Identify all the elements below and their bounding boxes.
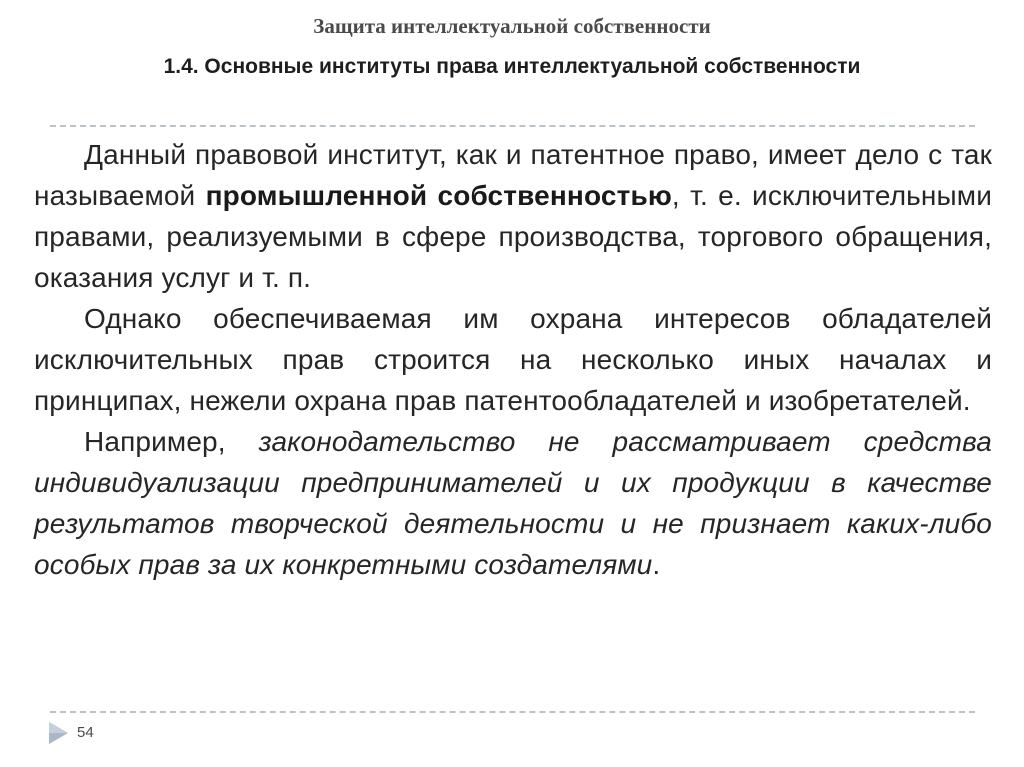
paragraph-3-text: Например, [84,426,259,457]
slide-header-title: Защита интеллектуальной собственности [313,14,711,38]
paragraph-1 [34,134,992,298]
top-divider [50,125,975,127]
paragraph-2: Однако обеспечиваемая им охрана интересов обладателей исключительных прав строится на несколько иных началах и принципах, нежели охрана прав патентообладателей и изобретателей. [34,303,992,416]
slide-body [34,134,992,585]
triangle-right-icon [46,720,70,746]
bottom-divider [50,711,975,713]
page-number: 54 [77,724,94,741]
paragraph-1-emphasis: промышленной собственностью [205,180,672,211]
paragraph-3-text-end: . [652,549,661,580]
section-heading: 1.4. Основные институты права интеллектуальной собственности [163,55,861,78]
paragraph-1-text-end: , т. е. исключительными правами, реализуемыми в сфере производства, торгового обращения, оказания услуг и т. п. [34,180,992,293]
paragraph-3 [34,421,992,585]
paragraph-1-text: Данный правовой институт, как и патентное право, имеет дело с так называемой [34,139,992,211]
paragraph-3-italic: законодательство не рассматривает средства индивидуализации предпринимателей и их продукции в качестве результатов творческой деятельности и не признает каких-либо особых прав за их конкретными создателями [34,426,992,580]
